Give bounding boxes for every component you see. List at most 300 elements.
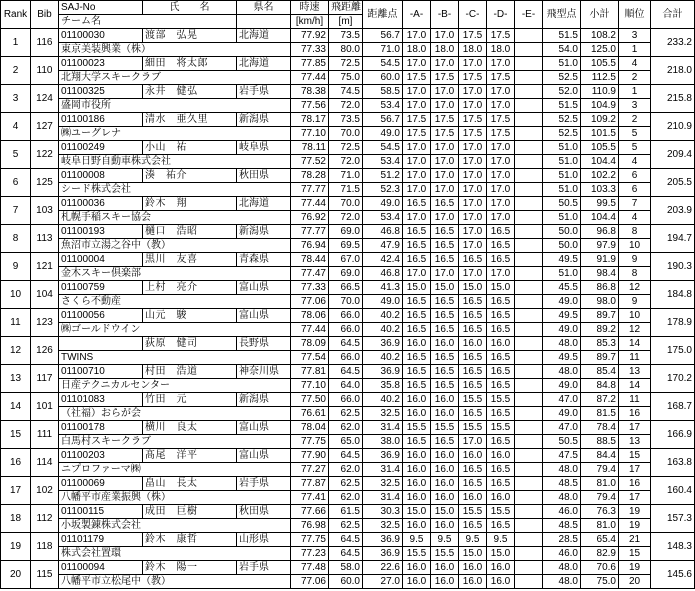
cell-judge-c: 16.5 [459, 365, 487, 379]
cell-judge-e [515, 225, 543, 239]
table-row [1, 113, 695, 127]
cell-distance: 65.0 [329, 435, 363, 449]
cell-judge-d: 9.5 [487, 533, 515, 547]
cell-rank: 11 [1, 309, 31, 337]
cell-rank: 7 [1, 197, 31, 225]
cell-saj-no: 01100056 [59, 309, 143, 323]
cell-total: 233.2 [651, 29, 695, 57]
cell-judge-a: 16.0 [403, 561, 431, 575]
cell-judge-c: 17.0 [459, 141, 487, 155]
cell-prefecture: 山形県 [237, 533, 291, 547]
cell-judge-b: 18.0 [431, 43, 459, 57]
cell-judge-b: 16.5 [431, 225, 459, 239]
cell-judge-d: 16.5 [487, 407, 515, 421]
cell-saj-no: 01100004 [59, 253, 143, 267]
cell-athlete-name: 髙尾 洋平 [143, 449, 237, 463]
cell-judge-e [515, 477, 543, 491]
cell-order: 16 [619, 407, 651, 421]
cell-judge-c: 16.5 [459, 407, 487, 421]
cell-speed: 77.56 [291, 99, 329, 113]
cell-total: 166.9 [651, 421, 695, 449]
cell-rank: 17 [1, 477, 31, 505]
cell-jump-point: 48.0 [543, 575, 581, 589]
cell-prefecture: 長野県 [237, 337, 291, 351]
cell-judge-b: 16.5 [431, 239, 459, 253]
cell-judge-c: 17.0 [459, 239, 487, 253]
cell-judge-e [515, 295, 543, 309]
cell-distance-point: 40.2 [363, 309, 403, 323]
table-row [1, 29, 695, 43]
cell-subtotal: 105.5 [581, 57, 619, 71]
cell-distance-point: 52.3 [363, 183, 403, 197]
table-row [1, 267, 695, 281]
cell-saj-no: 01100193 [59, 225, 143, 239]
cell-judge-c: 16.5 [459, 323, 487, 337]
cell-total: 194.7 [651, 225, 695, 253]
cell-judge-b: 15.5 [431, 421, 459, 435]
cell-judge-e [515, 281, 543, 295]
cell-speed: 77.10 [291, 379, 329, 393]
table-header [1, 1, 695, 29]
cell-distance: 74.5 [329, 85, 363, 99]
table-row [1, 57, 695, 71]
table-row [1, 239, 695, 253]
cell-judge-b: 17.0 [431, 141, 459, 155]
cell-judge-d: 16.5 [487, 225, 515, 239]
cell-subtotal: 89.2 [581, 323, 619, 337]
cell-jump-point: 48.0 [543, 337, 581, 351]
cell-team-name: 株式会社置環 [59, 547, 291, 561]
cell-judge-c: 17.0 [459, 155, 487, 169]
cell-judge-e [515, 267, 543, 281]
cell-judge-e [515, 519, 543, 533]
cell-judge-d: 15.0 [487, 281, 515, 295]
cell-speed: 77.90 [291, 449, 329, 463]
cell-judge-b: 16.5 [431, 323, 459, 337]
table-row [1, 505, 695, 519]
cell-judge-c: 16.0 [459, 561, 487, 575]
cell-subtotal: 104.9 [581, 99, 619, 113]
cell-distance-point: 31.4 [363, 421, 403, 435]
cell-judge-c: 17.5 [459, 71, 487, 85]
cell-prefecture: 富山県 [237, 281, 291, 295]
cell-total: 205.5 [651, 169, 695, 197]
cell-judge-d: 15.0 [487, 547, 515, 561]
table-row [1, 393, 695, 407]
cell-speed: 77.48 [291, 561, 329, 575]
cell-judge-d: 16.5 [487, 379, 515, 393]
cell-judge-a: 17.5 [403, 71, 431, 85]
cell-judge-a: 15.0 [403, 505, 431, 519]
cell-order: 2 [619, 71, 651, 85]
table-row [1, 281, 695, 295]
cell-judge-c: 17.5 [459, 113, 487, 127]
cell-distance-point: 36.9 [363, 533, 403, 547]
cell-distance-point: 40.2 [363, 351, 403, 365]
cell-team-name: 東京美装興業（株） [59, 43, 291, 57]
cell-judge-b: 17.0 [431, 183, 459, 197]
cell-distance-point: 54.5 [363, 141, 403, 155]
cell-judge-a: 17.0 [403, 99, 431, 113]
cell-speed: 78.04 [291, 421, 329, 435]
cell-rank: 9 [1, 253, 31, 281]
cell-subtotal: 85.3 [581, 337, 619, 351]
cell-order: 12 [619, 281, 651, 295]
cell-judge-a: 17.0 [403, 183, 431, 197]
cell-total: 163.8 [651, 449, 695, 477]
cell-judge-e [515, 141, 543, 155]
cell-judge-b: 16.5 [431, 253, 459, 267]
cell-judge-c: 16.5 [459, 379, 487, 393]
cell-distance: 61.5 [329, 505, 363, 519]
cell-subtotal: 104.4 [581, 155, 619, 169]
cell-order: 14 [619, 337, 651, 351]
cell-saj-no: 01100008 [59, 169, 143, 183]
cell-subtotal: 98.4 [581, 267, 619, 281]
cell-distance-point: 31.4 [363, 463, 403, 477]
cell-judge-a: 16.5 [403, 197, 431, 211]
cell-judge-c: 15.0 [459, 547, 487, 561]
header-jump-point: 飛型点 [543, 1, 581, 29]
cell-judge-a: 17.0 [403, 141, 431, 155]
cell-speed: 77.81 [291, 365, 329, 379]
header-judge-a: -A- [403, 1, 431, 29]
cell-jump-point: 48.0 [543, 463, 581, 477]
cell-speed: 77.06 [291, 575, 329, 589]
cell-judge-a: 16.5 [403, 351, 431, 365]
cell-athlete-name: 鈴木 康哲 [143, 533, 237, 547]
cell-judge-e [515, 463, 543, 477]
cell-distance-point: 49.0 [363, 295, 403, 309]
cell-judge-a: 9.5 [403, 533, 431, 547]
cell-order: 21 [619, 533, 651, 547]
cell-judge-e [515, 183, 543, 197]
cell-subtotal: 84.4 [581, 449, 619, 463]
table-row [1, 407, 695, 421]
cell-team-name: 小坂製錬株式会社 [59, 519, 291, 533]
cell-judge-e [515, 211, 543, 225]
cell-jump-point: 49.0 [543, 323, 581, 337]
cell-speed: 77.66 [291, 505, 329, 519]
cell-judge-a: 17.0 [403, 169, 431, 183]
cell-speed: 77.44 [291, 323, 329, 337]
header-judge-c: -C- [459, 1, 487, 29]
cell-order: 11 [619, 393, 651, 407]
cell-rank: 4 [1, 113, 31, 141]
cell-distance: 62.5 [329, 477, 363, 491]
cell-judge-c: 16.5 [459, 309, 487, 323]
cell-judge-d: 16.5 [487, 295, 515, 309]
cell-distance: 62.0 [329, 421, 363, 435]
cell-speed: 77.50 [291, 393, 329, 407]
cell-rank: 18 [1, 505, 31, 533]
table-row [1, 43, 695, 57]
cell-judge-a: 15.5 [403, 547, 431, 561]
cell-judge-a: 16.0 [403, 575, 431, 589]
cell-judge-e [515, 491, 543, 505]
cell-judge-c: 17.0 [459, 267, 487, 281]
cell-distance: 64.5 [329, 547, 363, 561]
cell-order: 8 [619, 225, 651, 239]
cell-team-name: 日産テクニカルセンター [59, 379, 291, 393]
cell-saj-no: 01100115 [59, 505, 143, 519]
cell-judge-b: 16.5 [431, 309, 459, 323]
cell-distance: 62.5 [329, 407, 363, 421]
table-row [1, 127, 695, 141]
cell-jump-point: 48.0 [543, 561, 581, 575]
table-row [1, 225, 695, 239]
cell-distance: 62.0 [329, 463, 363, 477]
cell-subtotal: 108.2 [581, 29, 619, 43]
cell-bib: 102 [31, 477, 59, 505]
cell-speed: 77.23 [291, 547, 329, 561]
table-row [1, 309, 695, 323]
cell-athlete-name: 村田 浩道 [143, 365, 237, 379]
cell-judge-e [515, 547, 543, 561]
cell-judge-d: 16.0 [487, 449, 515, 463]
cell-athlete-name: 清水 亜久里 [143, 113, 237, 127]
cell-judge-e [515, 169, 543, 183]
cell-judge-a: 17.0 [403, 155, 431, 169]
cell-total: 168.7 [651, 393, 695, 421]
cell-jump-point: 51.0 [543, 169, 581, 183]
cell-distance: 70.0 [329, 197, 363, 211]
cell-judge-a: 16.5 [403, 435, 431, 449]
cell-jump-point: 47.5 [543, 449, 581, 463]
cell-judge-a: 16.0 [403, 449, 431, 463]
cell-judge-b: 17.0 [431, 85, 459, 99]
cell-speed: 78.44 [291, 253, 329, 267]
cell-speed: 77.06 [291, 295, 329, 309]
cell-distance-point: 36.9 [363, 547, 403, 561]
cell-judge-d: 16.0 [487, 337, 515, 351]
cell-jump-point: 47.0 [543, 421, 581, 435]
cell-subtotal: 81.5 [581, 407, 619, 421]
cell-order: 14 [619, 379, 651, 393]
cell-distance: 71.0 [329, 169, 363, 183]
table-row [1, 155, 695, 169]
cell-judge-b: 16.0 [431, 491, 459, 505]
cell-saj-no: 01100710 [59, 365, 143, 379]
header-distance-point: 距離点 [363, 1, 403, 29]
cell-team-name: 八幡平市立松尾中（教） [59, 575, 291, 589]
cell-judge-d: 17.0 [487, 141, 515, 155]
cell-jump-point: 49.0 [543, 407, 581, 421]
cell-order: 5 [619, 141, 651, 155]
cell-order: 19 [619, 519, 651, 533]
table-row [1, 197, 695, 211]
cell-distance-point: 54.5 [363, 57, 403, 71]
cell-distance-point: 32.5 [363, 477, 403, 491]
cell-saj-no: 01100023 [59, 57, 143, 71]
cell-judge-d: 16.5 [487, 519, 515, 533]
cell-rank: 13 [1, 365, 31, 393]
cell-athlete-name: 細田 将太郎 [143, 57, 237, 71]
cell-judge-c: 17.0 [459, 85, 487, 99]
cell-judge-d: 17.5 [487, 113, 515, 127]
cell-order: 17 [619, 421, 651, 435]
cell-jump-point: 52.5 [543, 113, 581, 127]
cell-order: 7 [619, 197, 651, 211]
header-subtotal: 小計 [581, 1, 619, 29]
cell-bib: 112 [31, 505, 59, 533]
cell-jump-point: 52.5 [543, 127, 581, 141]
cell-speed: 78.09 [291, 337, 329, 351]
cell-distance: 66.5 [329, 281, 363, 295]
cell-distance-point: 36.9 [363, 365, 403, 379]
cell-subtotal: 101.5 [581, 127, 619, 141]
cell-speed: 77.92 [291, 29, 329, 43]
cell-judge-c: 17.5 [459, 127, 487, 141]
header-pref-blank [237, 15, 291, 29]
cell-subtotal: 112.5 [581, 71, 619, 85]
cell-speed: 76.98 [291, 519, 329, 533]
cell-rank: 14 [1, 393, 31, 421]
cell-bib: 110 [31, 57, 59, 85]
cell-speed: 77.41 [291, 491, 329, 505]
cell-distance: 60.0 [329, 575, 363, 589]
cell-judge-d: 16.5 [487, 463, 515, 477]
table-row [1, 491, 695, 505]
cell-speed: 77.54 [291, 351, 329, 365]
cell-speed: 77.44 [291, 71, 329, 85]
cell-distance-point: 36.9 [363, 337, 403, 351]
cell-speed: 77.10 [291, 127, 329, 141]
cell-judge-e [515, 71, 543, 85]
cell-jump-point: 52.0 [543, 85, 581, 99]
cell-subtotal: 89.7 [581, 309, 619, 323]
cell-distance-point: 41.3 [363, 281, 403, 295]
cell-subtotal: 109.2 [581, 113, 619, 127]
cell-jump-point: 50.5 [543, 435, 581, 449]
cell-judge-a: 16.5 [403, 295, 431, 309]
cell-speed: 77.75 [291, 533, 329, 547]
cell-judge-c: 16.0 [459, 575, 487, 589]
cell-judge-a: 16.0 [403, 407, 431, 421]
cell-judge-e [515, 127, 543, 141]
cell-rank: 6 [1, 169, 31, 197]
table-body [1, 29, 695, 589]
cell-distance-point: 32.5 [363, 407, 403, 421]
cell-judge-a: 17.5 [403, 113, 431, 127]
cell-distance: 64.0 [329, 379, 363, 393]
table-row [1, 253, 695, 267]
cell-team-name: 八幡平市産業振興（株） [59, 491, 291, 505]
cell-athlete-name: 上村 亮介 [143, 281, 237, 295]
cell-team-name: 盛岡市役所 [59, 99, 291, 113]
cell-judge-e [515, 533, 543, 547]
cell-judge-e [515, 561, 543, 575]
cell-judge-c: 16.5 [459, 519, 487, 533]
cell-subtotal: 81.0 [581, 477, 619, 491]
cell-judge-d: 16.5 [487, 323, 515, 337]
cell-team-name: 北翔大学スキークラブ [59, 71, 291, 85]
cell-distance: 64.5 [329, 533, 363, 547]
cell-saj-no: 01100178 [59, 421, 143, 435]
cell-team-name: 魚沼市立湯之谷中（教） [59, 239, 291, 253]
cell-order: 15 [619, 547, 651, 561]
cell-subtotal: 102.2 [581, 169, 619, 183]
cell-speed: 78.38 [291, 85, 329, 99]
table-row [1, 575, 695, 589]
cell-distance: 64.5 [329, 365, 363, 379]
table-row [1, 337, 695, 351]
cell-jump-point: 51.0 [543, 267, 581, 281]
cell-saj-no: 01101179 [59, 533, 143, 547]
cell-judge-d: 17.0 [487, 85, 515, 99]
cell-speed: 77.85 [291, 57, 329, 71]
cell-judge-e [515, 99, 543, 113]
cell-saj-no: 01100186 [59, 113, 143, 127]
cell-jump-point: 52.5 [543, 71, 581, 85]
cell-speed: 77.52 [291, 155, 329, 169]
cell-judge-b: 17.0 [431, 155, 459, 169]
cell-judge-c: 16.0 [459, 337, 487, 351]
cell-athlete-name: 黒川 友喜 [143, 253, 237, 267]
cell-judge-a: 16.5 [403, 225, 431, 239]
cell-team-name: ニプロファーマ㈱ [59, 463, 291, 477]
cell-judge-c: 17.0 [459, 99, 487, 113]
cell-bib: 114 [31, 449, 59, 477]
cell-saj-no: 01100094 [59, 561, 143, 575]
cell-order: 11 [619, 351, 651, 365]
cell-distance: 75.0 [329, 71, 363, 85]
cell-total: 145.6 [651, 561, 695, 589]
cell-speed: 77.77 [291, 183, 329, 197]
cell-judge-c: 17.5 [459, 29, 487, 43]
cell-judge-b: 16.0 [431, 519, 459, 533]
cell-judge-b: 16.5 [431, 295, 459, 309]
cell-saj-no: 01100069 [59, 477, 143, 491]
cell-judge-e [515, 155, 543, 169]
cell-rank: 15 [1, 421, 31, 449]
cell-speed: 78.28 [291, 169, 329, 183]
cell-judge-d: 16.5 [487, 351, 515, 365]
cell-prefecture: 富山県 [237, 309, 291, 323]
cell-judge-a: 16.0 [403, 393, 431, 407]
cell-subtotal: 88.5 [581, 435, 619, 449]
cell-speed: 77.33 [291, 281, 329, 295]
cell-saj-no [59, 337, 143, 351]
cell-prefecture: 新潟県 [237, 393, 291, 407]
cell-athlete-name: 鈴木 陽一 [143, 561, 237, 575]
cell-bib: 104 [31, 281, 59, 309]
cell-distance-point: 38.0 [363, 435, 403, 449]
cell-rank: 10 [1, 281, 31, 309]
cell-prefecture: 秋田県 [237, 505, 291, 519]
cell-judge-a: 16.5 [403, 323, 431, 337]
header-distance: 飛距離 [329, 1, 363, 15]
cell-jump-point: 48.5 [543, 477, 581, 491]
header-judge-d: -D- [487, 1, 515, 29]
cell-bib: 125 [31, 169, 59, 197]
cell-judge-a: 16.0 [403, 463, 431, 477]
cell-order: 4 [619, 57, 651, 71]
cell-judge-e [515, 85, 543, 99]
cell-judge-d: 17.0 [487, 169, 515, 183]
cell-judge-c: 16.5 [459, 351, 487, 365]
cell-total: 218.0 [651, 57, 695, 85]
cell-distance-point: 60.0 [363, 71, 403, 85]
cell-judge-d: 17.0 [487, 99, 515, 113]
cell-bib: 115 [31, 561, 59, 589]
cell-prefecture: 青森県 [237, 253, 291, 267]
cell-judge-a: 16.5 [403, 239, 431, 253]
cell-rank: 2 [1, 57, 31, 85]
cell-total: 157.3 [651, 505, 695, 533]
cell-distance-point: 51.2 [363, 169, 403, 183]
cell-judge-a: 17.0 [403, 211, 431, 225]
